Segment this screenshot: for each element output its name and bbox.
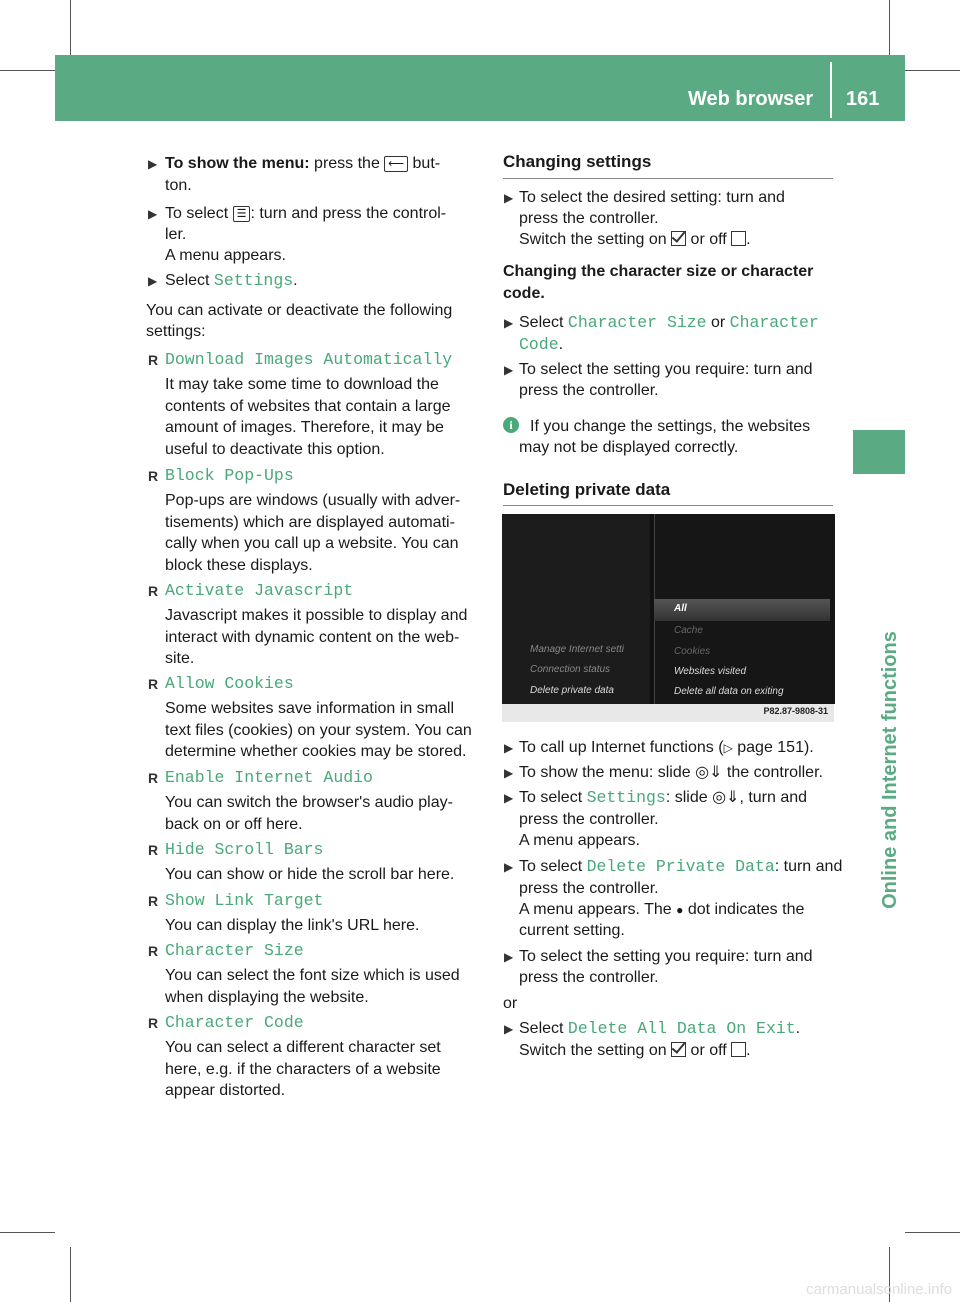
screen-menu-item: Delete private data (530, 685, 614, 696)
option-description: contents of websites that contain a large (165, 397, 451, 415)
step-text: press the controller. (519, 382, 659, 399)
step-call-internet: To call up Internet functions (▷ page 151). (519, 739, 814, 756)
option-description: block these displays. (165, 556, 313, 574)
screen-option-item: Delete all data on exiting (674, 686, 784, 697)
heading-changing-settings: Changing settings (503, 152, 652, 171)
step-select-delete-all: Select Delete All Data On Exit. (519, 1019, 801, 1038)
option-description: You can display the link's URL here. (165, 917, 420, 934)
checkbox-checked-icon (671, 231, 686, 246)
bullet-icon: R (148, 842, 159, 858)
step-show-menu: To show the menu: press the ⟵ but- (165, 155, 441, 172)
option-description: Pop-ups are windows (usually with adver- (165, 492, 461, 509)
step-switch-setting: Switch the setting on or off . (519, 231, 751, 248)
option-description: Some websites save information in small (165, 700, 455, 717)
screen-left-panel (502, 514, 650, 704)
screen-menu-item: Manage Internet setti (530, 644, 624, 655)
info-text: may not be displayed correctly. (519, 439, 739, 456)
step-text: ton. (165, 177, 192, 194)
heading-rule (503, 505, 833, 506)
step-arrow-icon: ▶ (504, 1022, 514, 1036)
crop-mark (0, 1232, 55, 1233)
screen-option-item: Cookies (674, 646, 711, 657)
step-text: current setting. (519, 922, 625, 939)
step-text: press the controller. (519, 880, 659, 897)
screen-option-item: All (674, 603, 687, 614)
step-text: Code. (519, 335, 564, 354)
step-arrow-icon: ▶ (504, 363, 514, 377)
step-select-charsize: Select Character Size or Character (519, 313, 819, 332)
crop-mark (905, 1232, 960, 1233)
step-arrow-icon: ▶ (504, 950, 514, 964)
option-description: when displaying the website. (165, 988, 369, 1006)
step-arrow-icon: ▶ (148, 274, 158, 288)
crop-mark (889, 0, 890, 55)
screen-option-item: Cache (674, 625, 703, 636)
step-select-settings: Select Settings. (165, 271, 298, 290)
header-separator (830, 62, 832, 118)
info-text: If you change the settings, the websites (530, 418, 811, 435)
side-tab (853, 430, 905, 474)
option-description: interact with dynamic content on the web- (165, 628, 460, 646)
page-number: 161 (846, 88, 880, 110)
crop-mark (0, 70, 55, 71)
section-title: Web browser (688, 88, 814, 110)
option-name: Enable Internet Audio (165, 768, 373, 787)
step-show-menu-slide: To show the menu: slide ◎⇓ the controller. (519, 764, 823, 781)
image-code: P82.87-9808-31 (763, 706, 828, 716)
option-description: You can switch the browser's audio play- (165, 794, 453, 811)
or-text: or (503, 995, 518, 1012)
screen-option-item: Websites visited (674, 666, 747, 677)
bullet-icon: R (148, 1015, 159, 1031)
bullet-icon: R (148, 893, 159, 909)
option-name: Allow Cookies (165, 674, 294, 693)
option-description: appear distorted. (165, 1082, 286, 1099)
step-select-delete-private: To select Delete Private Data: turn and (519, 857, 843, 876)
subheading-charsize: code. (503, 285, 545, 302)
controller-slide-icon: ◎⇓ (695, 764, 723, 781)
subheading-charsize: Changing the character size or character (503, 263, 814, 280)
option-description: tisements) which are displayed automati- (165, 513, 455, 531)
step-text: press the controller. (519, 811, 659, 828)
step-text: To select the setting you require: turn and (519, 361, 813, 378)
bullet-icon: R (148, 943, 159, 959)
intro-text: settings: (146, 323, 206, 340)
step-arrow-icon: ▶ (148, 157, 158, 171)
step-text: A menu appears. (165, 247, 286, 264)
option-description: text files (cookies) on your system. You can (165, 721, 472, 739)
option-description: here, e.g. if the characters of a website (165, 1060, 441, 1078)
step-text: To select the desired setting: turn and (519, 189, 785, 206)
intro-text: You can activate or deactivate the following (146, 302, 453, 319)
crop-mark (70, 0, 71, 55)
controller-slide-icon: ◎⇓ (712, 789, 740, 806)
page-ref-icon: ▷ (723, 741, 733, 755)
step-text: press the controller. (519, 969, 659, 986)
menu-icon: ☰ (233, 206, 251, 222)
option-name: Show Link Target (165, 891, 324, 910)
option-description: Javascript makes it possible to display and (165, 607, 468, 624)
bullet-icon: R (148, 676, 159, 692)
checkbox-unchecked-icon (731, 1042, 746, 1057)
crop-mark (905, 70, 960, 71)
crop-mark (70, 1247, 71, 1302)
option-name: Hide Scroll Bars (165, 840, 324, 859)
heading-rule (503, 178, 833, 179)
screen-menu-item: Connection status (530, 664, 611, 675)
bullet-icon: R (148, 352, 159, 368)
step-text: A menu appears. (519, 832, 640, 849)
screenshot-delete-private-data (502, 514, 834, 722)
bullet-icon: R (148, 583, 159, 599)
step-arrow-icon: ▶ (504, 766, 514, 780)
step-text: To select the setting you require: turn and (519, 948, 813, 965)
chapter-label: Online and Internet functions (879, 631, 901, 909)
step-arrow-icon: ▶ (504, 316, 514, 330)
option-description: site. (165, 650, 195, 667)
step-text: press the controller. (519, 210, 659, 227)
option-name: Download Images Automatically (165, 350, 453, 369)
bullet-icon: R (148, 770, 159, 786)
option-description: amount of images. Therefore, it may be (165, 419, 444, 436)
option-description: useful to deactivate this option. (165, 440, 385, 458)
option-name: Character Code (165, 1013, 304, 1032)
checkbox-checked-icon (671, 1042, 686, 1057)
dot-icon: ● (676, 903, 684, 917)
option-name: Character Size (165, 941, 304, 960)
option-description: cally when you call up a website. You can (165, 535, 459, 552)
back-button-icon: ⟵ (384, 156, 408, 172)
option-description: You can select a different character set (165, 1039, 441, 1056)
step-select-settings-right: To select Settings: slide ◎⇓, turn and (519, 788, 808, 807)
step-arrow-icon: ▶ (504, 860, 514, 874)
step-switch-setting: Switch the setting on or off . (519, 1042, 751, 1059)
step-select-menu: To select ☰ : turn and press the control- (165, 205, 447, 222)
option-description: It may take some time to download the (165, 376, 439, 393)
step-arrow-icon: ▶ (504, 741, 514, 755)
heading-deleting-private-data: Deleting private data (503, 480, 671, 499)
option-name: Activate Javascript (165, 581, 354, 600)
option-description: You can show or hide the scroll bar here. (165, 866, 455, 883)
option-description: back on or off here. (165, 815, 303, 833)
step-text: A menu appears. The ● dot indicates the (519, 901, 805, 918)
checkbox-unchecked-icon (731, 231, 746, 246)
step-arrow-icon: ▶ (504, 191, 514, 205)
watermark: carmanualsonline.info (806, 1281, 952, 1298)
bullet-icon: R (148, 468, 159, 484)
option-description: determine whether cookies may be stored. (165, 743, 467, 760)
info-icon: i (503, 417, 519, 433)
option-description: You can select the font size which is used (165, 967, 460, 984)
option-name: Block Pop-Ups (165, 466, 294, 485)
step-text: ler. (165, 226, 187, 243)
step-arrow-icon: ▶ (148, 207, 158, 221)
step-arrow-icon: ▶ (504, 791, 514, 805)
